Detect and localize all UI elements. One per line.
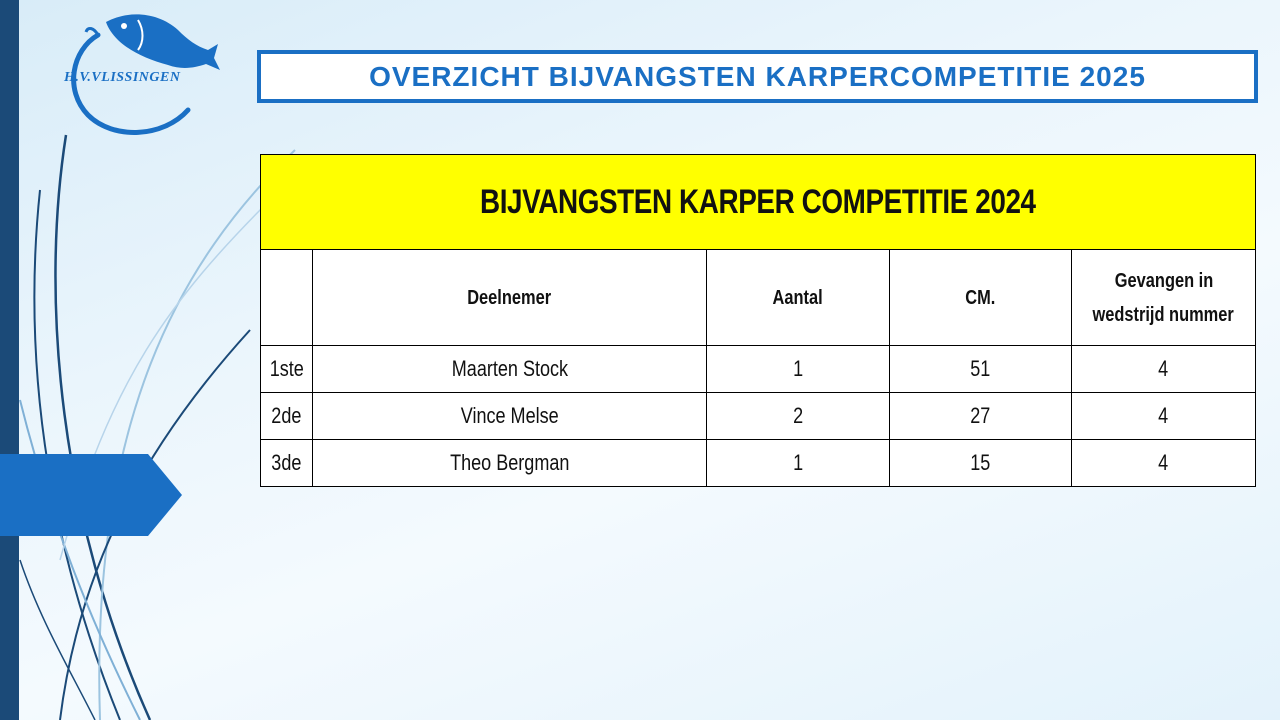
cell-name-text: Theo Bergman: [449, 450, 570, 475]
col-head-deelnemer-text: Deelnemer: [467, 286, 552, 309]
cell-name: [313, 393, 707, 440]
cell-rank: [261, 393, 313, 440]
cell-wedstrijd: [1072, 440, 1256, 487]
col-head-cm-text: CM.: [965, 286, 996, 309]
cell-cm: [890, 393, 1072, 440]
cell-cm-text: 27: [970, 403, 991, 428]
cell-wedstrijd: [1072, 346, 1256, 393]
col-head-wedstrijd-line1: Gevangen in: [1114, 269, 1213, 292]
cell-aantal-text: 2: [792, 403, 804, 428]
results-table: [260, 154, 1256, 487]
cell-rank-text: 3de: [271, 450, 302, 475]
table-row: [261, 346, 1256, 393]
cell-wedstrijd-text: 4: [1158, 450, 1169, 475]
col-head-wedstrijd: [1072, 250, 1256, 346]
table-row: [261, 393, 1256, 440]
table-caption-text: BIJVANGSTEN KARPER COMPETITIE 2024: [480, 182, 1036, 221]
cell-cm: [890, 346, 1072, 393]
cell-name-text: Vince Melse: [460, 403, 559, 428]
col-head-aantal: [707, 250, 890, 346]
cell-aantal: [707, 346, 890, 393]
slide-title: OVERZICHT BIJVANGSTEN KARPERCOMPETITIE 2025: [369, 60, 1146, 92]
cell-cm-text: 15: [970, 450, 991, 475]
cell-cm: [890, 440, 1072, 487]
arrow-tab: [0, 454, 182, 536]
cell-wedstrijd-text: 4: [1158, 403, 1169, 428]
cell-wedstrijd-text: 4: [1158, 356, 1169, 381]
cell-rank-text: 1ste: [269, 356, 304, 381]
cell-wedstrijd: [1072, 393, 1256, 440]
cell-rank-text: 2de: [271, 403, 302, 428]
results-table-wrap: [260, 154, 1255, 487]
cell-name: [313, 346, 707, 393]
col-head-deelnemer: [313, 250, 707, 346]
logo-text: H.V.VLISSINGEN: [64, 70, 181, 85]
cell-aantal: [707, 440, 890, 487]
col-head-rank: [261, 250, 313, 346]
cell-aantal-text: 1: [792, 450, 804, 475]
col-head-wedstrijd-line2: wedstrijd nummer: [1092, 303, 1235, 326]
table-caption: [261, 155, 1256, 250]
slide-title-box: [257, 50, 1258, 103]
cell-rank: [261, 440, 313, 487]
cell-name: [313, 440, 707, 487]
col-head-aantal-text: Aantal: [772, 286, 824, 309]
col-head-cm: [890, 250, 1072, 346]
cell-aantal-text: 1: [792, 356, 804, 381]
cell-name-text: Maarten Stock: [451, 356, 568, 381]
cell-cm-text: 51: [970, 356, 991, 381]
cell-rank: [261, 346, 313, 393]
table-row: [261, 440, 1256, 487]
cell-aantal: [707, 393, 890, 440]
